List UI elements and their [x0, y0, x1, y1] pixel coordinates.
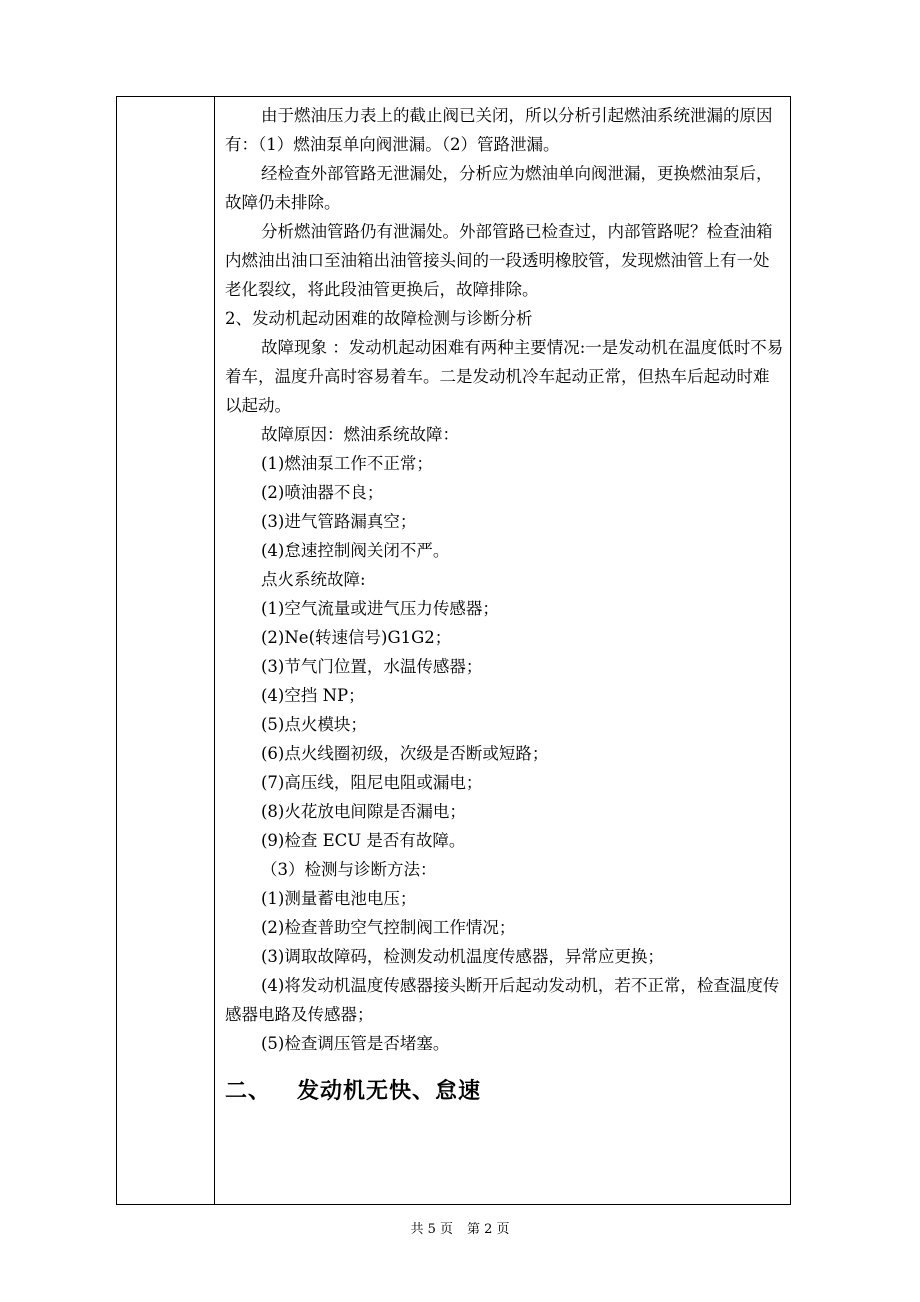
list-item: (2)喷油器不良；: [261, 483, 384, 502]
paragraph: 经检查外部管路无泄漏处，分析应为燃油单向阀泄漏，更换燃油泵后，故障仍未排除。: [225, 164, 773, 212]
list-item: (6)点火线圈初级，次级是否断或短路；: [261, 744, 549, 763]
section-heading: [225, 1072, 785, 1112]
section-heading-title: 发动机无快、怠速: [297, 1079, 482, 1104]
list-item: (3)节气门位置，水温传感器；: [261, 657, 483, 676]
list-item: 点火系统故障:: [261, 570, 366, 589]
list-item: (8)火花放电间隙是否漏电；: [261, 802, 466, 821]
list-item: (4)怠速控制阀关闭不严。: [261, 541, 450, 560]
list-item: (1)空气流量或进气压力传感器；: [261, 599, 499, 618]
list-item: (4)空挡 NP；: [261, 686, 365, 705]
page-footer: [0, 1218, 920, 1237]
list-item: (3)进气管路漏真空；: [261, 512, 417, 531]
section-subtitle: 2、发动机起动困难的故障检测与诊断分析: [225, 309, 533, 328]
page-total: 共 5 页: [410, 1222, 453, 1237]
table-left-column: [117, 97, 215, 1204]
list-item: (2)检查普助空气控制阀工作情况；: [261, 918, 516, 937]
list-item: （3）检测与诊断方法：: [261, 860, 437, 879]
list-item: (3)调取故障码，检测发动机温度传感器，异常应更换；: [261, 947, 664, 966]
page-current: 第 2 页: [467, 1222, 510, 1237]
list-item: (9)检查 ECU 是否有故障。: [261, 831, 466, 850]
list-item: (1)燃油泵工作不正常；: [261, 454, 433, 473]
list-item: (4)将发动机温度传感器接头断开后起动发动机，若不正常，检查温度传感器电路及传感器；: [225, 976, 780, 1024]
list-item: (2)Ne(转速信号)G1G2；: [261, 628, 452, 647]
list-item: (5)检查调压管是否堵塞。: [261, 1034, 450, 1053]
list-item: (7)高压线，阻尼电阻或漏电；: [261, 773, 483, 792]
list-item: (5)点火模块；: [261, 715, 367, 734]
section-heading-number: 二、: [225, 1079, 272, 1104]
table-content-cell: [225, 101, 785, 1112]
paragraph: 分析燃油管路仍有泄漏处。外部管路已检查过，内部管路呢？检查油箱内燃油出油口至油箱出油管接头间的一段透明橡胶管，发现燃油管上有一处老化裂纹，将此段油管更换后，故障排除。: [225, 222, 773, 299]
paragraph: 由于燃油压力表上的截止阀已关闭，所以分析引起燃油系统泄漏的原因有：（1）燃油泵单向阀泄漏。（2）管路泄漏。: [225, 106, 773, 154]
document-table: [116, 96, 791, 1205]
list-item: 故障原因：燃油系统故障：: [261, 425, 459, 444]
list-item: (1)测量蓄电池电压；: [261, 889, 417, 908]
paragraph: 故障现象 ：发动机起动困难有两种主要情况:一是发动机在温度低时不易着车，温度升高时容易着车。二是发动机冷车起动正常，但热车后起动时难以起动。: [225, 338, 784, 415]
